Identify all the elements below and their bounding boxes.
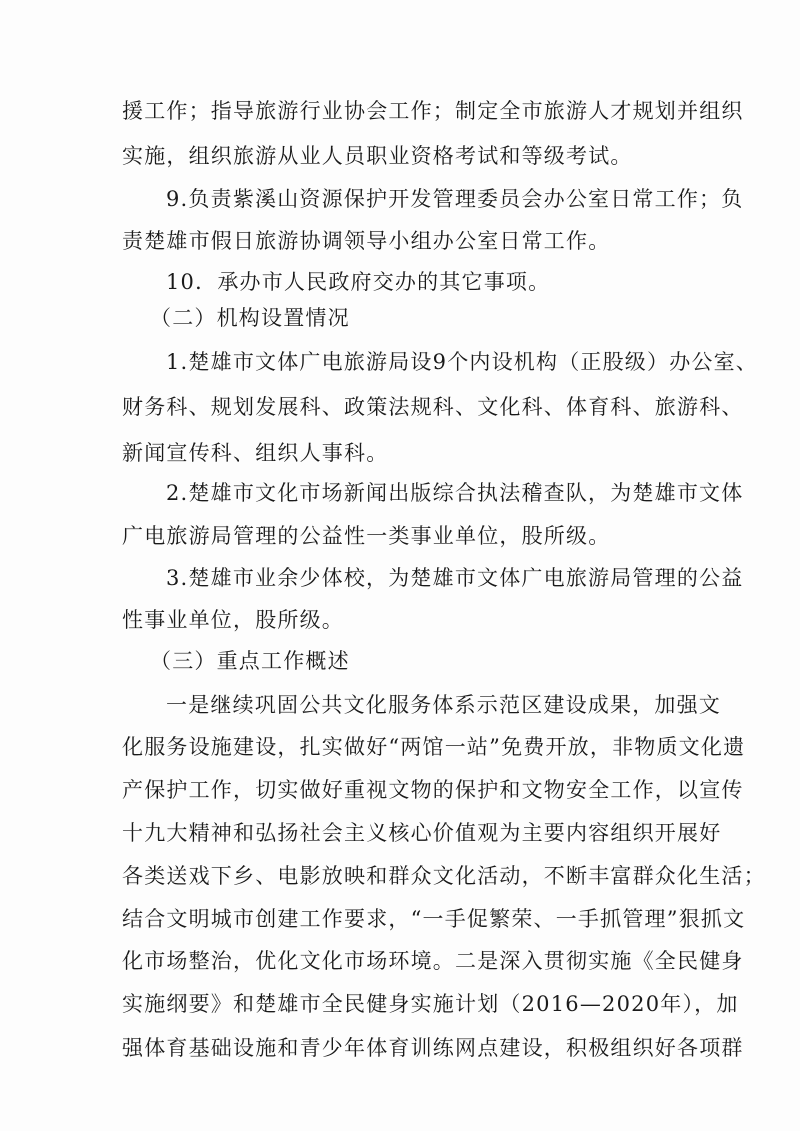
text-line: 实施纲要》和楚雄市全民健身实施计划（2016—2020年），加 [122, 992, 739, 1016]
text-line: 一是继续巩固公共文化服务体系示范区建设成果，加强文 [166, 693, 721, 717]
text-line: 产保护工作，切实做好重视文物的保护和文物安全工作，以宣传 [122, 778, 744, 802]
text-line: 新闻宣传科、组织人事科。 [122, 441, 389, 465]
text-line: 责楚雄市假日旅游协调领导小组办公室日常工作。 [122, 229, 611, 253]
text-line: 10．承办市人民政府交办的其它事项。 [166, 270, 551, 294]
text-line: 各类送戏下乡、电影放映和群众文化活动，不断丰富群众化生活； [122, 864, 766, 888]
text-line: 化市场整治，优化文化市场环境。二是深入贯彻实施《全民健身 [122, 949, 744, 973]
text-line: 9.负责紫溪山资源保护开发管理委员会办公室日常工作；负 [166, 187, 744, 211]
text-line: 性事业单位，股所级。 [122, 608, 344, 632]
section-heading: （二）机构设置情况 [150, 306, 350, 330]
text-line: 实施，组织旅游从业人员职业资格考试和等级考试。 [122, 144, 633, 168]
text-line: 十九大精神和弘扬社会主义核心价值观为主要内容组织开展好 [122, 821, 722, 845]
text-line: 结合文明城市创建工作要求，“一手促繁荣、一手抓管理”狠抓文 [122, 907, 746, 931]
text-line: 1.楚雄市文体广电旅游局设9个内设机构（正股级）办公室、 [166, 350, 758, 374]
text-line: 财务科、规划发展科、政策法规科、文化科、体育科、旅游科、 [122, 395, 744, 419]
text-line: 强体育基础设施和青少年体育训练网点建设，积极组织好各项群 [122, 1036, 744, 1060]
text-line: 2.楚雄市文化市场新闻出版综合执法稽查队，为楚雄市文体 [166, 481, 744, 505]
text-line: 广电旅游局管理的公益性一类事业单位，股所级。 [122, 524, 611, 548]
text-line: 援工作；指导旅游行业协会工作；制定全市旅游人才规划并组织 [122, 99, 744, 123]
section-heading: （三）重点工作概述 [150, 649, 350, 673]
text-line: 化服务设施建设，扎实做好“两馆一站”免费开放，非物质文化遗 [122, 735, 746, 759]
text-line: 3.楚雄市业余少体校，为楚雄市文体广电旅游局管理的公益 [166, 566, 744, 590]
